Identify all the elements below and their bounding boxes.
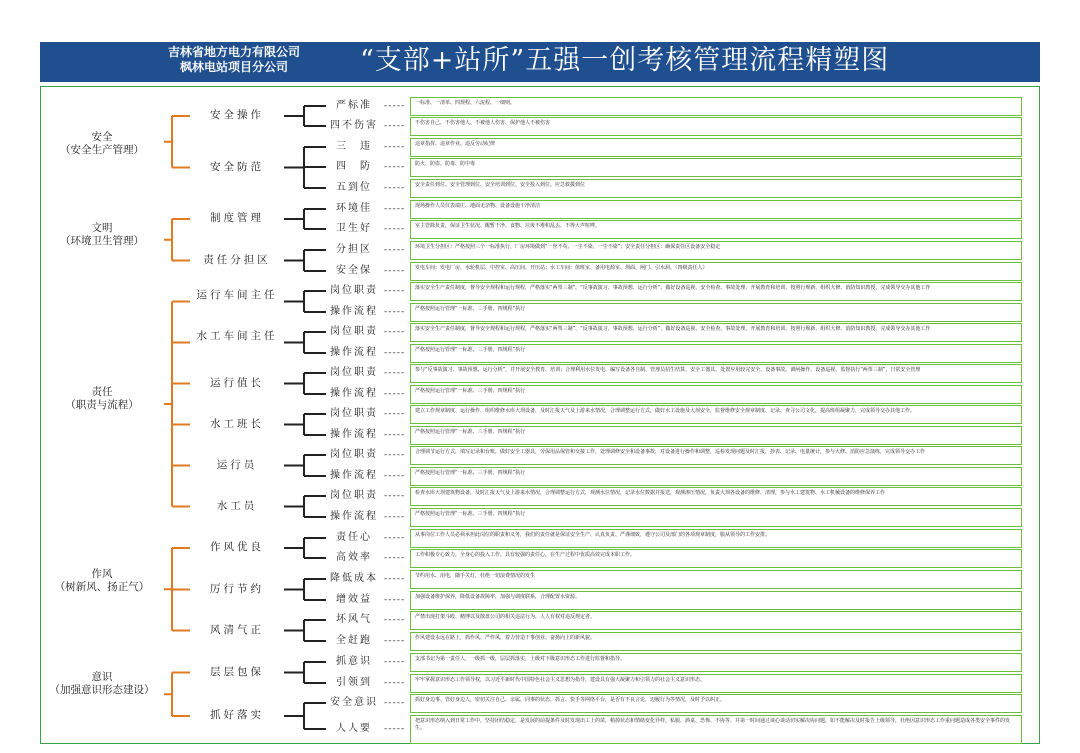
item-label: 高效率 bbox=[328, 552, 380, 564]
subcategory-label: 抓好落实 bbox=[190, 709, 284, 721]
category-label: 安全 bbox=[91, 131, 113, 143]
subcategory-label: 层层包保 bbox=[190, 666, 284, 678]
dash-connector: ----- bbox=[384, 724, 406, 734]
item-label: 责任心 bbox=[328, 532, 380, 544]
description-box: 严格按照运行管理“一标准、三手册、四规程”执行 bbox=[410, 508, 1022, 527]
category-sub: （加强意识形态建设） bbox=[49, 684, 155, 696]
dash-connector: ----- bbox=[384, 636, 406, 646]
dash-connector: ----- bbox=[384, 698, 406, 708]
subcategory-label: 厉行节约 bbox=[190, 583, 284, 595]
description-box: 严格按照运行管理“一标准、三手册、四规程”执行 bbox=[410, 426, 1022, 445]
dash-connector: ----- bbox=[384, 657, 406, 667]
subcategory-label: 水工员 bbox=[190, 500, 284, 512]
item-label: 岗位职责 bbox=[330, 408, 378, 419]
item-label: 全赶跑 bbox=[328, 635, 380, 647]
description-box: 牢牢掌握意识形态工作领导权，以习近平新时代中国特色社会主义思想为指导，建设具有强大凝聚力和引领力的社会主义意识形态。 bbox=[410, 674, 1022, 693]
subcategory-label: 运行车间主任 bbox=[190, 289, 284, 301]
subcategory-label: 安全防范 bbox=[190, 161, 284, 173]
category-sub: （树新风、扬正气） bbox=[54, 581, 150, 593]
description-box: 落实安全生产责任制度，督导安全规程和运行规程，严格落实“两票三制”、“反事故演习、事故预想、运行分析”，做好设备巡视、安全检查、事故处理、开展教育和培训、按照行规新、组织大修、消防知识教授，完成领导交办其他工作 bbox=[410, 323, 1022, 342]
dash-connector: ----- bbox=[384, 204, 406, 214]
description-box: 严格按照运行管理“一标准、三手册、四规程”执行 bbox=[410, 303, 1022, 322]
item-label: 岗位职责 bbox=[330, 367, 378, 378]
description-box: 现场操作人员仪表端庄、地面无杂物、设备设施干净清洁 bbox=[410, 200, 1022, 219]
dash-connector: ----- bbox=[384, 142, 406, 152]
dash-connector: ----- bbox=[384, 162, 406, 172]
item-label: 五到位 bbox=[328, 182, 380, 194]
description-box: 检查水库大坝建筑物设备，及时汇报天气及上游来水情况，合理调整运行方式，观测水位情况，记录水位数据并报送，观测渗压情况，负责大坝各设备的维修、清理，参与水工建筑物、水工机械设备的维修保养工作 bbox=[410, 487, 1022, 506]
item-label: 岗位职责 bbox=[330, 449, 378, 460]
description-box: 环境卫生分担区：严格按照三个一标准执行，厂房环境做到“一丝不苟、一尘不染、一尘不染”；安全责任分担区：确保责任区设备安全稳定 bbox=[410, 241, 1022, 260]
dash-connector: ----- bbox=[384, 101, 406, 111]
dash-connector: ----- bbox=[384, 121, 406, 131]
item-label: 人人要 bbox=[328, 723, 380, 735]
dash-connector: ----- bbox=[384, 595, 406, 605]
subcategory-label: 责任分担区 bbox=[190, 254, 284, 266]
description-box: 建立工作规章制度、运行操作、组织维修水库大坝设备，及时汇报天气及上游来水情况，合理调整运行方式，做好水工设施及大坝安全，监督维修安全规章制度、记录、查寻公司文化，提高班组凝聚力，完成领导交办其他工作。 bbox=[410, 405, 1022, 424]
category-label: 责任 bbox=[91, 386, 113, 398]
description-box: 室主管除负责，保证卫生状况、醒暂干净、食物、垃圾不堆积乱丢、不得大声喧哗。 bbox=[410, 220, 1022, 239]
description-box: 一标准、一清单、四规程、六流程、一细则。 bbox=[410, 97, 1022, 116]
subcategory-label: 制度管理 bbox=[190, 212, 284, 224]
item-label: 操作流程 bbox=[330, 511, 378, 522]
item-label: 环境佳 bbox=[328, 203, 380, 215]
category-safety bbox=[38, 131, 166, 157]
dash-connector: ----- bbox=[384, 430, 406, 440]
category-civility bbox=[38, 222, 166, 248]
dash-connector: ----- bbox=[384, 574, 406, 584]
item-label: 岗位职责 bbox=[330, 326, 378, 337]
description-box: 加强设备维护保养，降低设备故障率，加强与调度联系，合理配置水资源。 bbox=[410, 591, 1022, 610]
category-label: 意识 bbox=[91, 671, 113, 683]
description-box: 把意识形态纳入到日常工作中，坚持团结稳定，是发展的前提条件及时发现出工上的苗，稍掉状态和情绪变化异样，私服、酒桌、恐怖、不协等、并第一时间通过谈心谈话切实解决协问题，如不能解决及时报告上级领导，杜绝因意识形态工作重问题造成各类安全事件的发生。 bbox=[410, 715, 1022, 744]
item-label: 降低成本 bbox=[330, 573, 378, 584]
subcategory-label: 水工班长 bbox=[190, 418, 284, 430]
item-label: 安全保 bbox=[328, 265, 380, 277]
category-sub: （环境卫生管理） bbox=[60, 235, 144, 247]
subcategory-label: 水工车间主任 bbox=[190, 330, 284, 342]
category-responsibility bbox=[38, 386, 166, 412]
item-label: 分担区 bbox=[328, 244, 380, 256]
item-label: 操作流程 bbox=[330, 429, 378, 440]
dash-connector: ----- bbox=[384, 409, 406, 419]
subcategory-label: 运行员 bbox=[190, 459, 284, 471]
description-box: 发电车间：发电厂房、水轮机层、中控室、高压间、开压站；水工车间：值班室、备用电源室、坝面、闸门、引水洞。（四级责任人） bbox=[410, 262, 1022, 281]
description-box: 支部书记为第一责任人，一级抓一级，层层抓落实，上级对下级意识形态工作进行监督和指导。 bbox=[410, 653, 1022, 672]
dash-connector: ----- bbox=[384, 512, 406, 522]
company-line-2: 枫林电站项目分公司 bbox=[180, 60, 289, 74]
dash-connector: ----- bbox=[384, 491, 406, 501]
description-box: 不伤害自己、不伤害他人、不被他人伤害、保护他人不被伤害 bbox=[410, 117, 1022, 136]
subcategory-label: 运行值长 bbox=[190, 377, 284, 389]
description-box: 抓好身边事、管好身边人，密切关注自己、亲属、同事的状态，抓言、快手等网络平台，是否有不良言论，迈履行为等情况，及时予以纠正。 bbox=[410, 694, 1022, 713]
dash-connector: ----- bbox=[384, 615, 406, 625]
description-box: 合理调节运行方式，填写记录和台账，做好安全工器具，劳保用品保管和交接工作，处理调修安全和设备事故，对设备进行操作和调整，巡检发现问题及时汇报，抄表、记录、电量统计，参与大修、消防应急演练，完成领导交办工作 bbox=[410, 446, 1022, 465]
description-box: 从事岗位工作人员必须承担此岗位的职责和义务，我们的责任就是保证安全生产、认真负责、严谨细致，遵守公司及部门的各项规章制度，服从领导的工作安排。 bbox=[410, 529, 1022, 548]
item-label: 卫生好 bbox=[328, 223, 380, 235]
description-box: 防火、防盗、防毒、防中毒 bbox=[410, 158, 1022, 177]
item-label: 操作流程 bbox=[330, 470, 378, 481]
dash-connector: ----- bbox=[384, 183, 406, 193]
dash-connector: ----- bbox=[384, 553, 406, 563]
description-box: 严禁出现打架斗殴、赌博以及散盘公司的相关违法行为，人人有权对违反规定者。 bbox=[410, 611, 1022, 630]
description-box: 安全责任到位、安全管理到位、安全培训到位、安全投入到位、应急救援到位 bbox=[410, 179, 1022, 198]
dash-connector: ----- bbox=[384, 368, 406, 378]
item-label: 引领到 bbox=[328, 677, 380, 689]
dash-connector: ----- bbox=[384, 450, 406, 460]
category-style bbox=[38, 568, 166, 594]
dash-connector: ----- bbox=[384, 266, 406, 276]
item-label: 岗位职责 bbox=[330, 285, 378, 296]
dash-connector: ----- bbox=[384, 678, 406, 688]
item-label: 增效益 bbox=[328, 594, 380, 606]
item-label: 岗位职责 bbox=[330, 490, 378, 501]
dash-connector: ----- bbox=[384, 307, 406, 317]
category-label: 作风 bbox=[91, 568, 113, 580]
description-box: 节约用水、用电，随手关灯，杜绝一切浪费情况的发生 bbox=[410, 570, 1022, 589]
item-label: 操作流程 bbox=[330, 306, 378, 317]
dash-connector: ----- bbox=[384, 327, 406, 337]
item-label: 四 防 bbox=[328, 161, 380, 173]
dash-connector: ----- bbox=[384, 471, 406, 481]
dash-connector: ----- bbox=[384, 224, 406, 234]
description-box: 违章指挥、违章作业、违反劳动纪律 bbox=[410, 138, 1022, 157]
company-line-1: 吉林省地方电力有限公司 bbox=[168, 45, 301, 59]
description-box: 落实安全生产责任制度，督导安全规程和运行规程，严格落实“两票三制”、“反事故演习、事故预想、运行分析”，做好设备巡视、安全检查、事故处理、开展教育和培训、按照行规新、组织大修、消防知识教授，完成领导交办其他工作 bbox=[410, 282, 1022, 301]
item-label: 三 违 bbox=[328, 141, 380, 153]
subcategory-label: 作风优良 bbox=[190, 541, 284, 553]
page-title: “支部+站所”五强一创考核管理流程精塑图 bbox=[360, 45, 890, 76]
dash-connector: ----- bbox=[384, 389, 406, 399]
item-label: 坏风气 bbox=[328, 614, 380, 626]
dash-connector: ----- bbox=[384, 348, 406, 358]
item-label: 安全意识 bbox=[330, 697, 378, 708]
description-box: 参与“反事故演习、事故预想、运行分析”，并开展安全教育、培训；合理利用水位发电、编写设备各自制、管理员招生结算、安全工器具、处置应用较完安全、设备事故、调闸操作、设备巡视，监督执行“两票三制”，日常安全管理 bbox=[410, 364, 1022, 383]
item-label: 四不伤害 bbox=[330, 120, 378, 131]
category-sub: （安全生产管理） bbox=[60, 144, 144, 156]
description-box: 作风建设永远在路上，抓作风、严作风，着力营造干事创业、奋扬向上的新风貌。 bbox=[410, 632, 1022, 651]
item-label: 抓意识 bbox=[328, 656, 380, 668]
subcategory-label: 安全操作 bbox=[190, 109, 284, 121]
category-sub: （职责与流程） bbox=[65, 399, 139, 411]
item-label: 操作流程 bbox=[330, 347, 378, 358]
description-box: 工作积极专心致力，全身心的投入工作，具有较强的责任心，在生产过程中优质高效完成本职工作。 bbox=[410, 549, 1022, 568]
dash-connector: ----- bbox=[384, 245, 406, 255]
subcategory-label: 风清气正 bbox=[190, 624, 284, 636]
item-label: 严标准 bbox=[328, 100, 380, 112]
description-box: 严格按照运行管理“一标准、三手册、四规程”执行 bbox=[410, 467, 1022, 486]
category-awareness bbox=[38, 671, 166, 697]
item-label: 操作流程 bbox=[330, 388, 378, 399]
dash-connector: ----- bbox=[384, 286, 406, 296]
description-box: 严格按照运行管理“一标准、三手册、四规程”执行 bbox=[410, 385, 1022, 404]
description-box: 严格按照运行管理“一标准、三手册、四规程”执行 bbox=[410, 344, 1022, 363]
category-label: 文明 bbox=[91, 222, 113, 234]
dash-connector: ----- bbox=[384, 533, 406, 543]
